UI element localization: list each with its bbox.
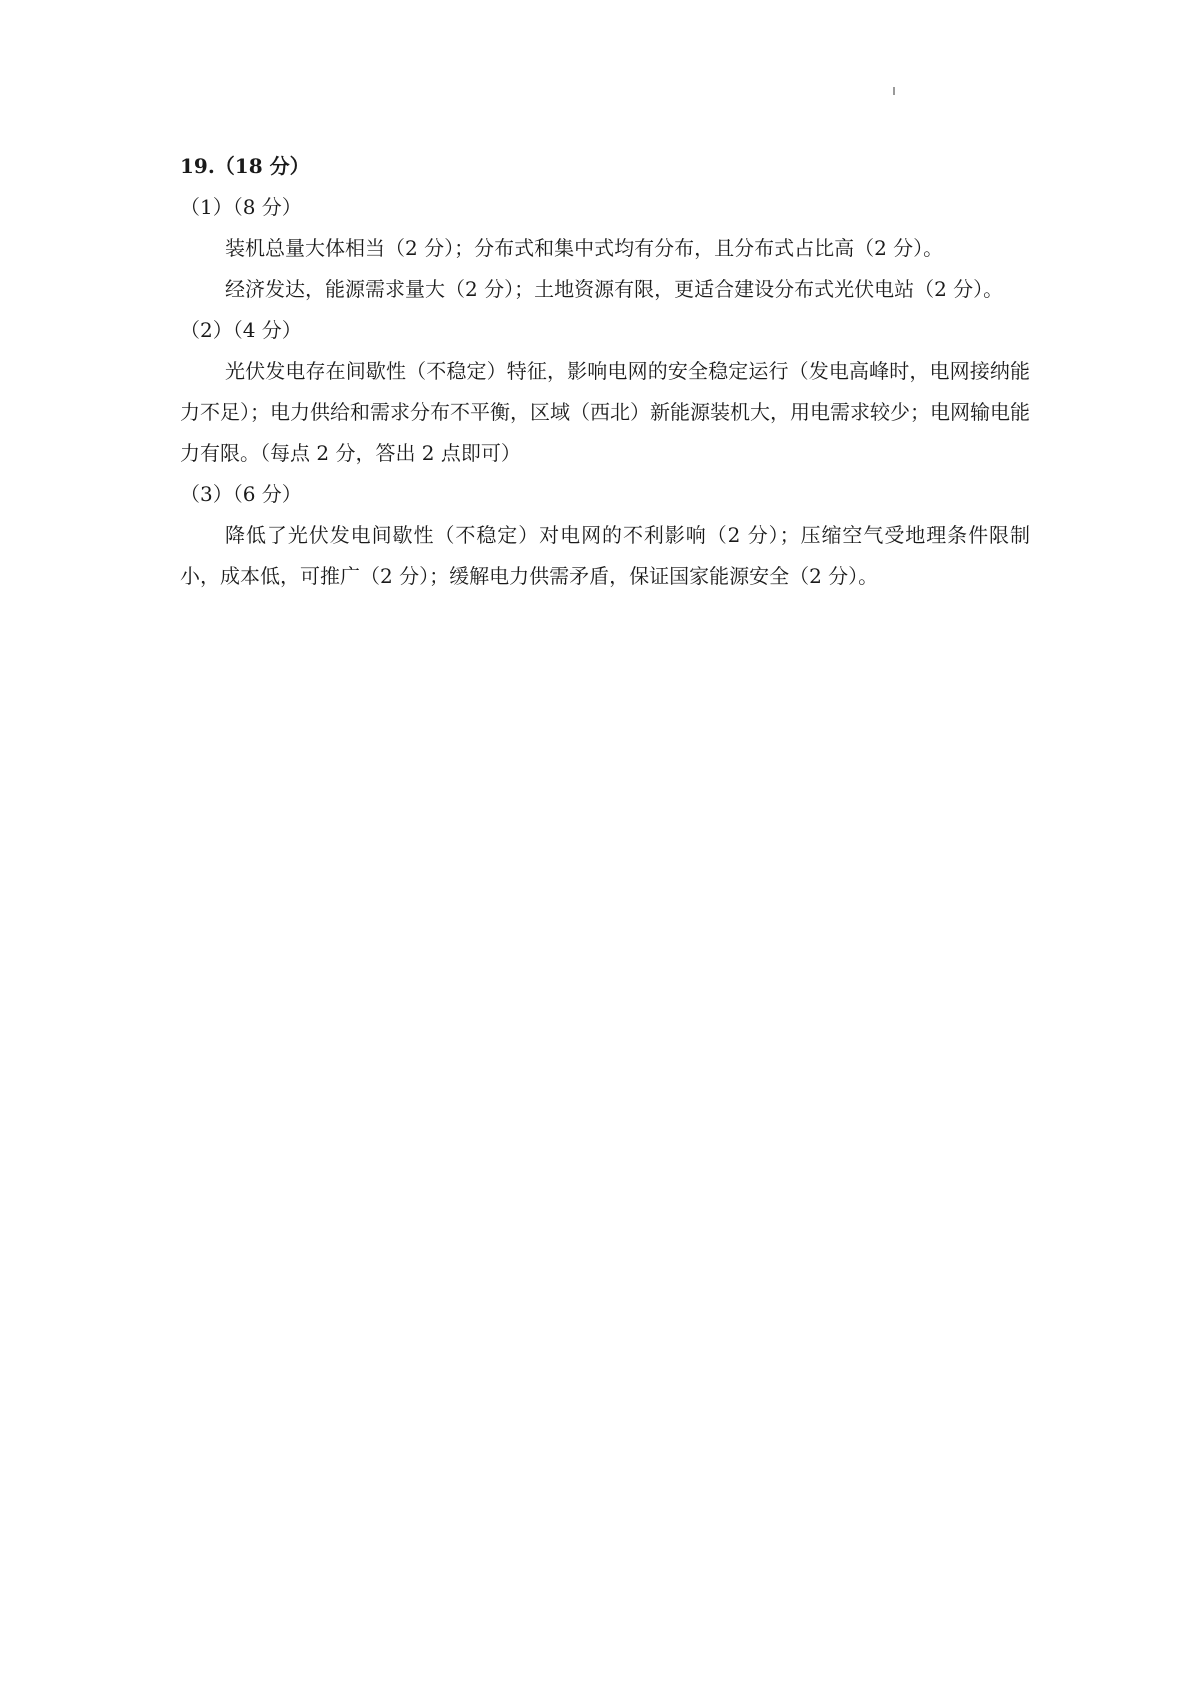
part-3-label: （3）（6 分） bbox=[180, 482, 302, 506]
part-2-label: （2）（4 分） bbox=[180, 318, 302, 342]
part-1-label: （1）（8 分） bbox=[180, 195, 302, 219]
scan-speck bbox=[893, 87, 895, 95]
part-2-paragraph-1: 光伏发电存在间歇性（不稳定）特征，影响电网的安全稳定运行（发电高峰时，电网接纳能力不足）；电力供给和需求分布不平衡，区域（西北）新能源装机大，用电需求较少；电网输电能力有限。（每点 2 分，答出 2 点即可） bbox=[180, 359, 1030, 465]
part-1-paragraph-1: 装机总量大体相当（2 分）；分布式和集中式均有分布，且分布式占比高（2 分）。 bbox=[225, 236, 944, 260]
answer-content bbox=[180, 146, 1030, 597]
part-3-paragraph-1: 降低了光伏发电间歇性（不稳定）对电网的不利影响（2 分）；压缩空气受地理条件限制小，成本低，可推广（2 分）；缓解电力供需矛盾，保证国家能源安全（2 分）。 bbox=[180, 523, 1030, 588]
part-1-paragraph-2: 经济发达，能源需求量大（2 分）；土地资源有限，更适合建设分布式光伏电站（2 分）。 bbox=[225, 277, 1004, 301]
question-title: 19.（18 分） bbox=[180, 154, 310, 178]
